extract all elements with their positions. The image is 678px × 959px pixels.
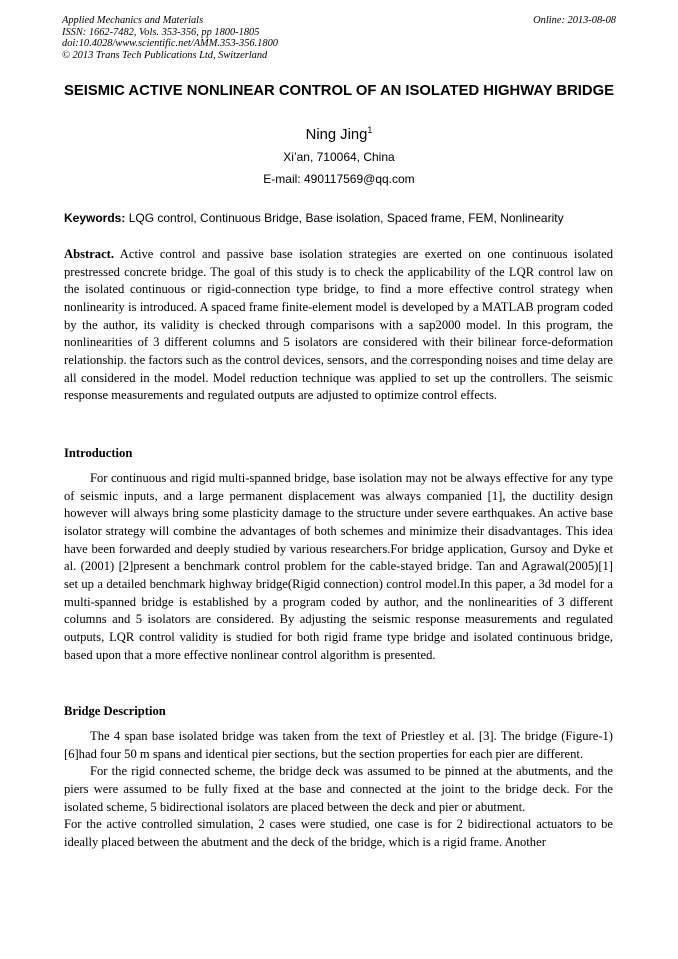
- abstract-text: Active control and passive base isolation strategies are exerted on one continuous isolated prestressed concrete bridge. The goal of this study is to check the applicability of the LQR control law on the isolated continuous or rigid-connection type bridge, to find a more effective control strategy when nonlinearity is introduced. A spaced frame finite-element model is developed by a MATLAB program coded by the author, its validity is checked through comparisons with a sap2000 model. In this program, the nonlinearities of 3 different columns and 5 isolators are considered with their bilinear force-deformation relationship. the factors such as the control devices, sensors, and the corresponding noises and time delay are all considered in the model. Model reduction technique was applied to set up the controllers. The seismic response measurements and regulated outputs are adjusted to optimize control effects.: [64, 247, 613, 403]
- journal-name: Applied Mechanics and Materials: [62, 15, 204, 26]
- author-affiliation-mark: 1: [367, 125, 373, 135]
- abstract-label: Abstract.: [64, 247, 115, 261]
- keywords: [64, 211, 616, 225]
- author-line: [0, 125, 678, 143]
- affiliation: Xi’an, 710064, China: [283, 150, 395, 164]
- keywords-text: LQG control, Continuous Bridge, Base isolation, Spaced frame, FEM, Nonlinearity: [125, 211, 564, 225]
- issn-line: ISSN: 1662-7482, Vols. 353-356, pp 1800-1805: [62, 26, 260, 38]
- introduction-heading: Introduction: [64, 446, 133, 460]
- doi-line: doi:10.4028/www.scientific.net/AMM.353-356.1800: [62, 38, 278, 50]
- keywords-label: Keywords:: [64, 211, 126, 225]
- bridge-description-body: [64, 728, 613, 852]
- paper-title: SEISMIC ACTIVE NONLINEAR CONTROL OF AN ISOLATED HIGHWAY BRIDGE: [64, 83, 614, 99]
- bridge-paragraph-3: For the active controlled simulation, 2 cases were studied, one case is for 2 bidirectional actuators to be ideally placed between the abutment and the deck of the bridge, which is a rigid frame. Another: [64, 817, 613, 849]
- introduction-body: [64, 470, 613, 664]
- author-name: Ning Jing: [305, 127, 368, 143]
- bridge-paragraph-1: The 4 span base isolated bridge was taken from the text of Priestley et al. [3]. The bridge (Figure-1) [6]had four 50 m spans and identical pier sections, but the section properties for each pier are different.: [64, 729, 613, 761]
- bridge-description-heading: Bridge Description: [64, 704, 166, 718]
- journal-header: [62, 15, 616, 61]
- abstract: [64, 246, 613, 405]
- bridge-paragraph-2: For the rigid connected scheme, the bridge deck was assumed to be pinned at the abutments, and the piers were assumed to be fully fixed at the base and connected at the joint to the bridge deck. For the isolated scheme, 5 bidirectional isolators are placed between the deck and pier or abutment.: [64, 764, 613, 814]
- introduction-paragraph: For continuous and rigid multi-spanned bridge, base isolation may not be always effective for any type of seismic inputs, and a large permanent displacement was always companied [1], the ductility design however will always bring some plasticity damage to the structure under severe earthquakes. An active base isolator strategy will combine the advantages of both schemes and minimize their disadvantages. This idea have been forwarded and deeply studied by various researchers.For bridge application, Gursoy and Dyke et al. (2001) [2]present a benchmark control problem for the cable-stayed bridge. Tan and Agrawal(2005)[1] set up a detailed benchmark highway bridge(Rigid connection) control model.In this paper, a 3d model for a multi-spanned bridge is established by a program coded by author, and the nonlinearities of 3 different columns and 5 isolators are considered. By adjusting the seismic response measurements and regulated outputs, LQR control validity is studied for both rigid frame type bridge and isolated continuous bridge, based upon that a more effective nonlinear control algorithm is presented.: [64, 471, 613, 662]
- online-date: Online: 2013-08-08: [533, 15, 616, 26]
- email: E-mail: 490117569@qq.com: [263, 172, 415, 186]
- copyright-line: © 2013 Trans Tech Publications Ltd, Switzerland: [62, 49, 268, 61]
